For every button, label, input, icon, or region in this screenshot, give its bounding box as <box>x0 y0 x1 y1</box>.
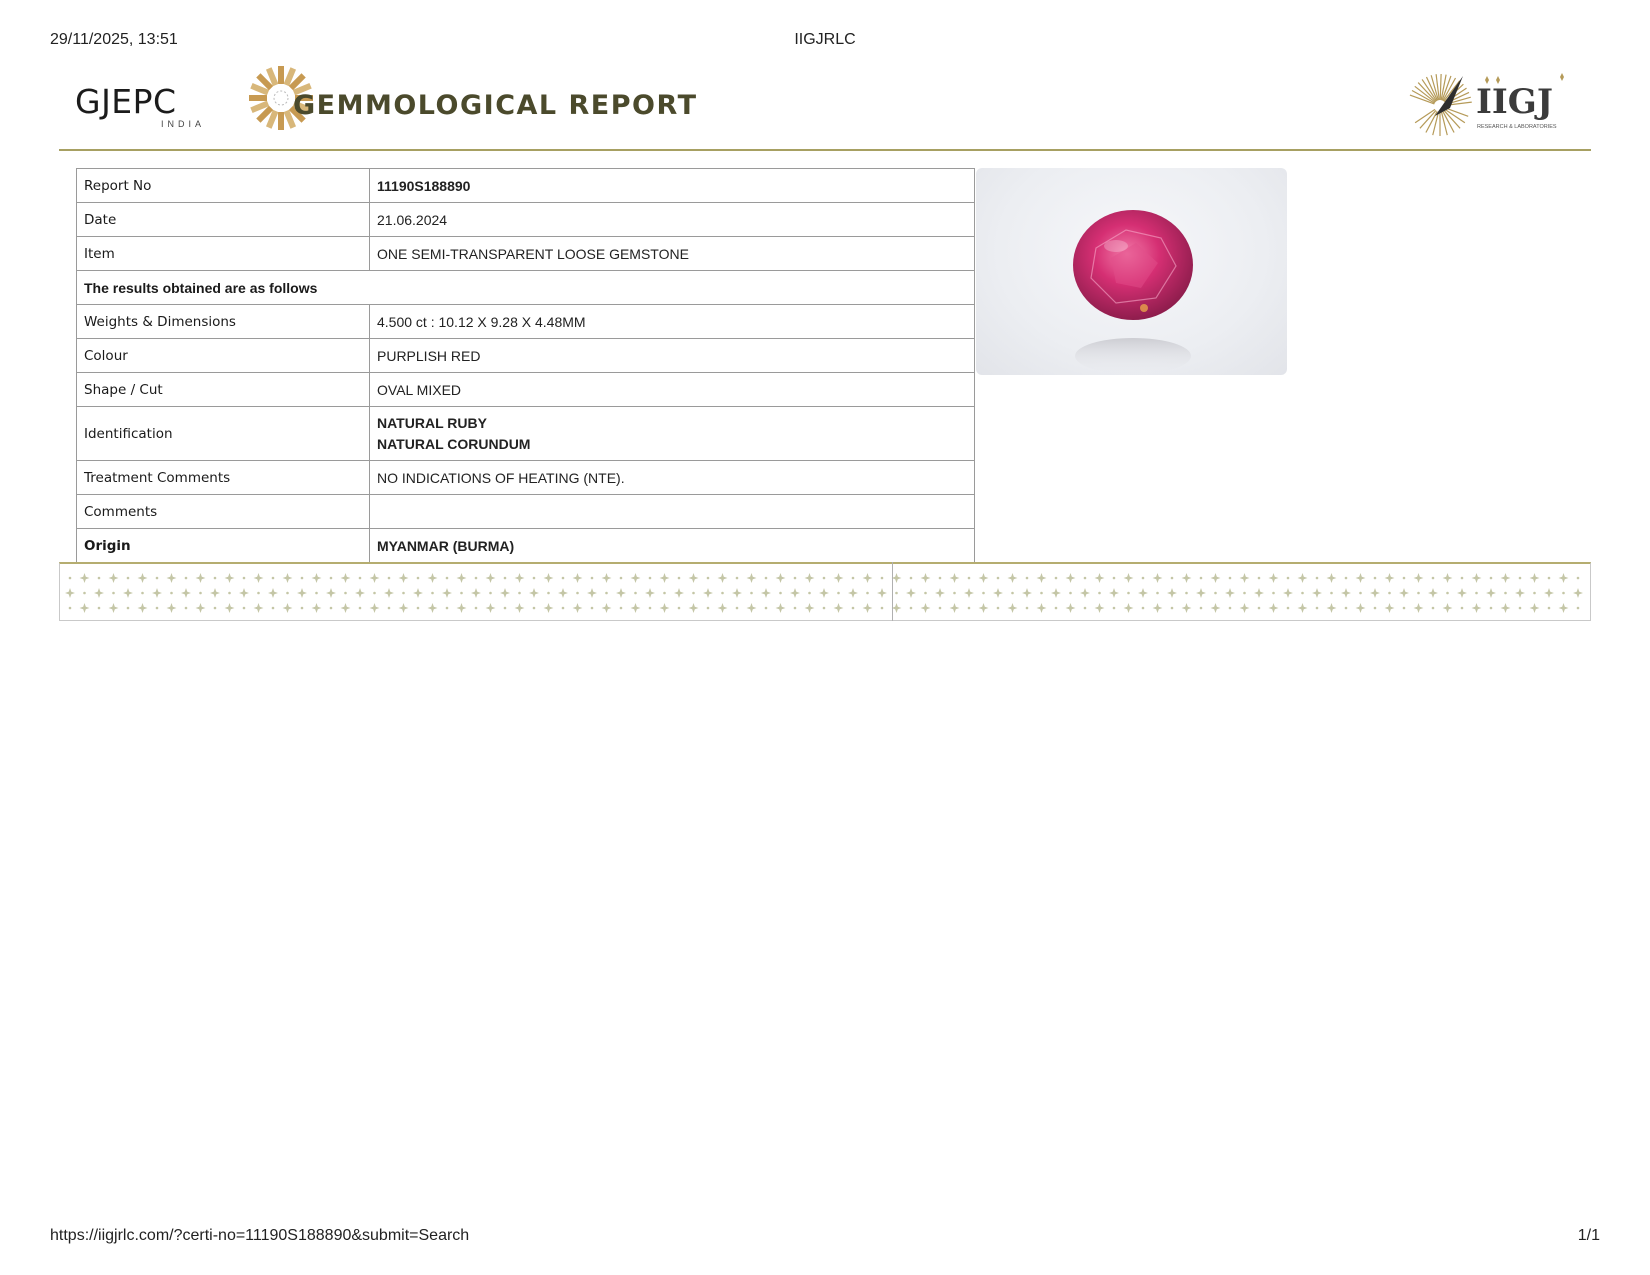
print-datetime: 29/11/2025, 13:51 <box>50 31 178 48</box>
print-page-number: 1/1 <box>1577 1227 1600 1244</box>
report-number-value: 11190S188890 <box>370 169 975 203</box>
decorative-pattern-band <box>59 562 1591 621</box>
table-row <box>77 529 975 563</box>
report-table <box>76 168 975 563</box>
gemstone-photo <box>976 168 1287 375</box>
pattern-divider <box>892 562 893 621</box>
gjepc-logo-subtext: INDIA <box>161 119 206 129</box>
identification-value <box>370 407 975 461</box>
ruby-gemstone-icon <box>976 168 1287 375</box>
table-row <box>77 169 975 203</box>
header-divider <box>59 149 1591 151</box>
gjepc-logo-text: GJEPC <box>75 82 177 121</box>
print-header <box>50 31 1600 51</box>
table-row <box>77 305 975 339</box>
weights-dimensions-value: 4.500 ct : 10.12 X 9.28 X 4.48MM <box>370 305 975 339</box>
row-label: Comments <box>77 495 370 529</box>
date-value: 21.06.2024 <box>370 203 975 237</box>
gjepc-logo <box>75 69 275 139</box>
iigj-logo-subtext: RESEARCH & LABORATORIES <box>1477 124 1557 130</box>
identification-line: NATURAL RUBY <box>377 414 487 431</box>
colour-value: PURPLISH RED <box>370 339 975 373</box>
results-section-heading: The results obtained are as follows <box>77 271 975 305</box>
row-label: Date <box>77 203 370 237</box>
table-row <box>77 373 975 407</box>
origin-value: MYANMAR (BURMA) <box>370 529 975 563</box>
row-label: Colour <box>77 339 370 373</box>
report-title: GEMMOLOGICAL REPORT <box>293 90 698 121</box>
sparkle-pattern-icon <box>60 564 1591 621</box>
table-row <box>77 339 975 373</box>
row-label: Weights & Dimensions <box>77 305 370 339</box>
row-label: Treatment Comments <box>77 461 370 495</box>
row-label: Report No <box>77 169 370 203</box>
print-url: https://iigjrlc.com/?certi-no=11190S188890&submit=Search <box>50 1227 470 1244</box>
identification-line: NATURAL CORUNDUM <box>377 435 531 452</box>
print-page-title: IIGJRLC <box>794 31 856 48</box>
row-label: Item <box>77 237 370 271</box>
report-header <box>59 64 1591 149</box>
item-value: ONE SEMI-TRANSPARENT LOOSE GEMSTONE <box>370 237 975 271</box>
table-row <box>77 407 975 461</box>
table-row <box>77 237 975 271</box>
treatment-comments-value: NO INDICATIONS OF HEATING (NTE). <box>370 461 975 495</box>
table-row <box>77 203 975 237</box>
shape-cut-value: OVAL MIXED <box>370 373 975 407</box>
table-row <box>77 271 975 305</box>
iigj-logo-text: IIGJ <box>1476 82 1553 122</box>
table-row <box>77 461 975 495</box>
print-footer <box>50 1227 1600 1247</box>
iigj-logo <box>1405 68 1580 140</box>
row-label: Identification <box>77 407 370 461</box>
row-label: Shape / Cut <box>77 373 370 407</box>
comments-value <box>370 495 975 529</box>
row-label: Origin <box>77 529 370 563</box>
table-row <box>77 495 975 529</box>
